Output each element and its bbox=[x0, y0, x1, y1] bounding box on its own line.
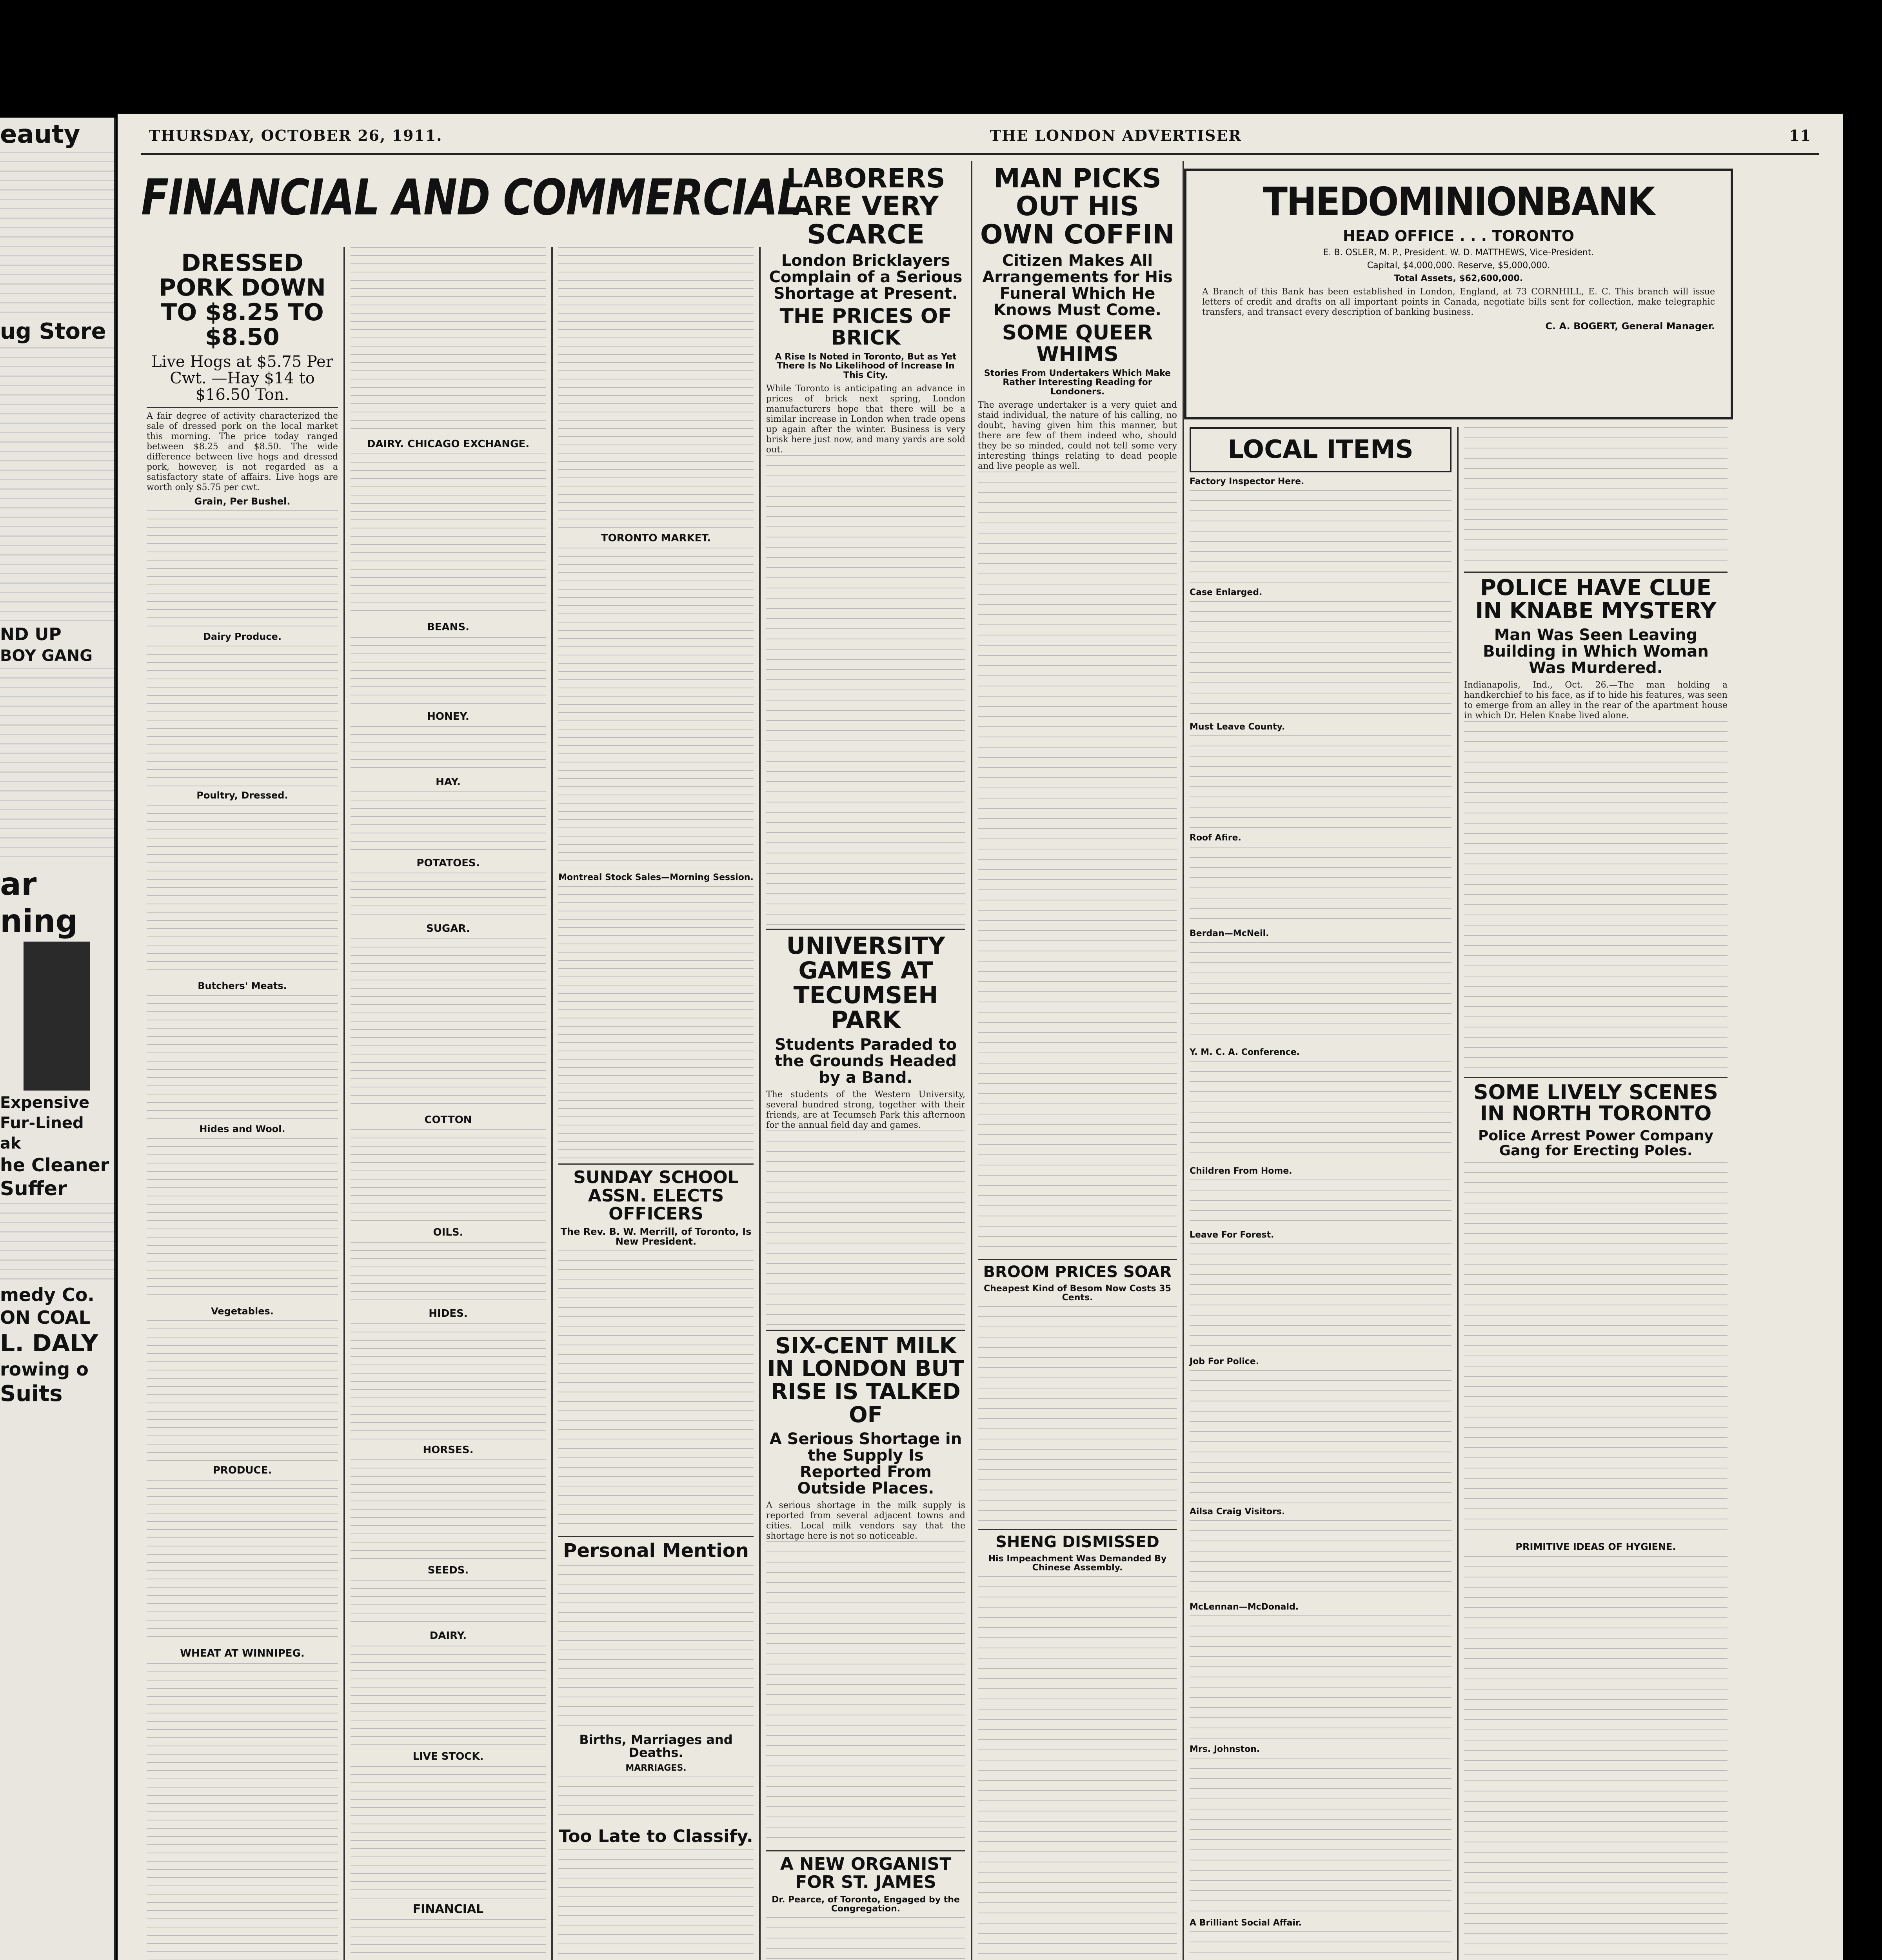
montreal-text bbox=[558, 886, 754, 1160]
bank-assets: Total Assets, $62,600,000. bbox=[1394, 274, 1523, 284]
facing-page-strip bbox=[0, 118, 116, 1960]
strip-heading: he Cleaner bbox=[0, 1154, 109, 1176]
organist-headline: A NEW ORGANIST FOR ST. JAMES bbox=[780, 1854, 952, 1893]
financial-banner bbox=[141, 169, 803, 239]
financial-heading: FINANCIAL bbox=[412, 1902, 484, 1916]
bank-body: A Branch of this Bank has been established in London, England, at 73 CORNHILL, E. C. This branch will issue letters of credit and drafts on all important points in Canada, negotiate bills sent for collection, make telegraphic transfers, and transact every description of banking business. bbox=[1202, 287, 1715, 318]
masthead-rule bbox=[141, 153, 1819, 155]
bank-manager: C. A. BOGERT, General Manager. bbox=[1545, 321, 1715, 332]
divider bbox=[978, 1259, 1177, 1260]
hay-heading: HAY. bbox=[436, 776, 461, 788]
broom-text bbox=[978, 1306, 1177, 1526]
coffin-article: The average undertaker is a very quiet and staid individual, the nature of his calling, no doubt, having given him this manner, but there are few of them indeed who, should they be so minded, could not tell some very interesting things relating to dead people and live people as well. bbox=[978, 400, 1177, 471]
strip-heading: rowing o bbox=[0, 1358, 89, 1380]
honey-heading: HONEY. bbox=[427, 710, 469, 722]
local-item-heading: Y. M. C. A. Conference. bbox=[1190, 1047, 1300, 1057]
knabe-subhead: Man Was Seen Leaving Building in Which Woman Was Murdered. bbox=[1483, 626, 1709, 677]
column-3 bbox=[553, 247, 761, 1960]
dairy2-heading: DAIRY. bbox=[429, 1630, 467, 1642]
local-item-heading: Berdan—McNeil. bbox=[1190, 928, 1269, 938]
produce-heading: PRODUCE. bbox=[213, 1465, 272, 1477]
local-item-text bbox=[1190, 490, 1451, 584]
horses-text bbox=[351, 1459, 546, 1561]
local-item-heading: Job For Police. bbox=[1190, 1356, 1259, 1367]
hygiene-text bbox=[1464, 1556, 1728, 1960]
oils-text bbox=[351, 1242, 546, 1305]
beans-text bbox=[351, 637, 546, 708]
column-1 bbox=[141, 247, 345, 1960]
local-item-heading: Factory Inspector Here. bbox=[1190, 477, 1304, 487]
newspaper-page bbox=[118, 114, 1843, 1960]
strip-heading: ak bbox=[0, 1134, 21, 1153]
toronto-market-text bbox=[558, 548, 754, 869]
strip-heading: eauty bbox=[0, 120, 80, 149]
strip-heading: ug Store bbox=[0, 319, 106, 345]
laborers-article: While Toronto is anticipating an advance in prices of brick next spring, London manufacturers hope that there will be a similar increase in London when trade opens up again after the winter. Business is very brisk here just now, and many yards are sold out. bbox=[766, 383, 965, 455]
hygiene-heading: PRIMITIVE IDEAS OF HYGIENE. bbox=[1515, 1541, 1676, 1553]
honey-text bbox=[351, 726, 546, 773]
local-item-text bbox=[1190, 1243, 1451, 1353]
divider bbox=[766, 1850, 965, 1851]
local-item-text bbox=[1190, 735, 1451, 829]
cotton-text bbox=[351, 1129, 546, 1223]
hides2-text bbox=[351, 1323, 546, 1441]
strip-text bbox=[0, 1203, 114, 1281]
potatoes-heading: POTATOES. bbox=[416, 857, 480, 869]
dairy-price-list bbox=[147, 646, 338, 787]
strip-heading: BOY GANG bbox=[0, 647, 93, 665]
livestock-heading: LIVE STOCK. bbox=[412, 1750, 484, 1762]
strip-heading: ning bbox=[0, 903, 78, 940]
church-choir-text bbox=[1464, 427, 1728, 568]
hides-heading: Hides and Wool. bbox=[199, 1123, 285, 1134]
strip-heading: Suffer bbox=[0, 1177, 67, 1200]
strip-heading: ar bbox=[0, 866, 37, 903]
milk-article-continued bbox=[766, 1541, 965, 1847]
oils-heading: OILS. bbox=[433, 1227, 463, 1239]
local-item-text bbox=[1190, 1931, 1451, 1960]
divider bbox=[766, 1330, 965, 1331]
local-item-heading: Ailsa Craig Visitors. bbox=[1190, 1507, 1285, 1517]
local-item-text bbox=[1190, 942, 1451, 1044]
queer-whims-headline: SOME QUEER WHIMS bbox=[1002, 321, 1153, 366]
issue-date: THURSDAY, OCTOBER 26, 1911. bbox=[149, 126, 443, 144]
bank-capital: Capital, $4,000,000. Reserve, $5,000,000. bbox=[1367, 260, 1550, 270]
knabe-headline: POLICE HAVE CLUE IN KNABE MYSTERY bbox=[1475, 575, 1717, 624]
column-2 bbox=[345, 247, 553, 1960]
knabe-article: Indianapolis, Ind., Oct. 26.—The man holding a handkerchief to his face, as if to hide his features, was seen to emerge from an alley in the rear of the apartment house in which Dr. Helen Knabe lived alone. bbox=[1464, 680, 1728, 720]
butchers-price-list bbox=[147, 995, 338, 1120]
seeds-text bbox=[351, 1580, 546, 1627]
local-item-heading: A Brilliant Social Affair. bbox=[1190, 1918, 1302, 1928]
sheng-text bbox=[978, 1576, 1177, 1960]
horses-heading: HORSES. bbox=[423, 1444, 474, 1456]
local-item-text bbox=[1190, 1370, 1451, 1503]
local-item-heading: Children From Home. bbox=[1190, 1166, 1292, 1176]
divider bbox=[558, 1163, 754, 1165]
coffin-deck: Stories From Undertakers Which Make Rather Interesting Reading for Londoners. bbox=[984, 368, 1171, 397]
university-article: The students of the Western University, several hundred strong, together with their friends, are at Tecumseh Park this afternoon for the annual field day and games. bbox=[766, 1089, 965, 1130]
dairy2-text bbox=[351, 1646, 546, 1748]
divider bbox=[766, 929, 965, 930]
stock-table bbox=[351, 1919, 546, 1960]
dairy-heading: Dairy Produce. bbox=[203, 631, 282, 642]
sugar-heading: SUGAR. bbox=[426, 923, 470, 935]
strip-illustration bbox=[24, 942, 90, 1091]
beans-heading: BEANS. bbox=[427, 621, 470, 633]
strip-heading: Fur-Lined bbox=[0, 1114, 84, 1132]
column-4 bbox=[761, 161, 972, 1960]
column-6 bbox=[1184, 427, 1459, 1960]
local-item-text bbox=[1190, 1061, 1451, 1163]
produce-text bbox=[147, 1480, 338, 1644]
laborers-subhead: London Bricklayers Complain of a Serious Shortage at Present. bbox=[769, 252, 963, 303]
pork-headline: DRESSED PORK DOWN TO $8.25 TO $8.50 bbox=[159, 249, 326, 351]
too-late-heading: Too Late to Classify. bbox=[559, 1826, 753, 1846]
column-5 bbox=[972, 161, 1184, 1960]
new-york-stocks-table bbox=[558, 247, 754, 529]
organist-subhead: Dr. Pearce, of Toronto, Engaged by the Congregation. bbox=[772, 1895, 960, 1914]
financial-banner-title: FINANCIAL AND COMMERCIAL bbox=[141, 169, 803, 226]
university-subhead: Students Paraded to the Grounds Headed by a Band. bbox=[774, 1035, 957, 1087]
strip-heading: Suits bbox=[0, 1381, 63, 1406]
milk-headline: SIX-CENT MILK IN LONDON BUT RISE IS TALKED OF bbox=[767, 1333, 965, 1428]
brick-prices-headline: THE PRICES OF BRICK bbox=[779, 305, 952, 350]
north-toronto-subhead: Police Arrest Power Company Gang for Erecting Poles. bbox=[1478, 1127, 1713, 1159]
strip-heading: L. DALY bbox=[0, 1329, 98, 1357]
strip-heading: medy Co. bbox=[0, 1284, 94, 1305]
paper-title: THE LONDON ADVERTISER bbox=[990, 126, 1242, 144]
hides2-heading: HIDES. bbox=[429, 1308, 468, 1320]
hay-text bbox=[351, 791, 546, 854]
seeds-heading: SEEDS. bbox=[427, 1564, 469, 1576]
dominion-bank-ad bbox=[1184, 169, 1733, 419]
local-item-text bbox=[1190, 1615, 1451, 1741]
milk-article: A serious shortage in the milk supply is reported from several adjacent towns and cities. Local milk vendors say that the shortage here is not so noticeable. bbox=[766, 1500, 965, 1541]
divider bbox=[1464, 1077, 1728, 1078]
strip-text bbox=[0, 347, 114, 622]
chicago-table bbox=[351, 454, 546, 618]
broom-subhead: Cheapest Kind of Besom Now Costs 35 Cents. bbox=[984, 1283, 1171, 1303]
sunday-school-headline: SUNDAY SCHOOL ASSN. ELECTS OFFICERS bbox=[573, 1167, 739, 1224]
poultry-heading: Poultry, Dressed. bbox=[196, 790, 288, 801]
winnipeg-text bbox=[147, 1663, 338, 1960]
classified-ads bbox=[558, 1849, 754, 1960]
hog-market-text bbox=[351, 247, 546, 435]
marriages-text bbox=[558, 1777, 754, 1824]
winnipeg-heading: WHEAT AT WINNIPEG. bbox=[180, 1648, 305, 1660]
laborers-article-continued bbox=[766, 455, 965, 926]
pork-subhead: Live Hogs at $5.75 Per Cwt. —Hay $14 to $16.50 Ton. bbox=[151, 353, 333, 404]
marriages-heading: MARRIAGES. bbox=[625, 1763, 687, 1773]
local-item-text bbox=[1190, 1180, 1451, 1227]
divider bbox=[147, 407, 338, 408]
sunday-school-subhead: The Rev. B. W. Merrill, of Toronto, Is New President. bbox=[560, 1226, 752, 1247]
strip-text bbox=[0, 152, 114, 316]
local-item-text bbox=[1190, 847, 1451, 925]
university-headline: UNIVERSITY GAMES AT TECUMSEH PARK bbox=[786, 932, 945, 1034]
laborers-headline: LABORERS ARE VERY SCARCE bbox=[786, 163, 945, 250]
strip-heading: Expensive bbox=[0, 1094, 90, 1112]
organist-text bbox=[766, 1917, 965, 1960]
north-toronto-text bbox=[1464, 1162, 1728, 1538]
laborers-deck: A Rise Is Noted in Toronto, But as Yet There Is No Likelihood of Increase In This City. bbox=[775, 352, 957, 380]
sunday-school-text bbox=[558, 1250, 754, 1533]
local-item-text bbox=[1190, 1758, 1451, 1915]
local-item-text bbox=[1190, 601, 1451, 719]
strip-text bbox=[0, 668, 114, 864]
divider bbox=[558, 1536, 754, 1537]
vegetables-price-list bbox=[147, 1320, 338, 1461]
north-toronto-headline: SOME LIVELY SCENES IN NORTH TORONTO bbox=[1473, 1080, 1718, 1126]
sheng-subhead: His Impeachment Was Demanded By Chinese Assembly. bbox=[988, 1553, 1167, 1573]
local-item-heading: Must Leave County. bbox=[1190, 722, 1285, 732]
milk-subhead: A Serious Shortage in the Supply Is Reported From Outside Places. bbox=[769, 1430, 962, 1497]
dairy-chicago-heading: DAIRY. CHICAGO EXCHANGE. bbox=[367, 438, 530, 450]
bank-officers: E. B. OSLER, M. P., President. W. D. MATTHEWS, Vice-President. bbox=[1323, 247, 1594, 258]
local-item-text bbox=[1190, 1520, 1451, 1599]
bank-name: THEDOMINIONBANK bbox=[1263, 179, 1654, 225]
column-7 bbox=[1459, 427, 1733, 1960]
coffin-headline: MAN PICKS OUT HIS OWN COFFIN bbox=[980, 163, 1175, 250]
knabe-article-continued bbox=[1464, 721, 1728, 1074]
pork-article: A fair degree of activity characterized the sale of dressed pork on the local market this morning. The price today ranged between $8.25 and $8.50. The wide difference between live hogs and dressed pork, however, is not regarded as a satisfactory state of affairs. Live hogs are worth only $5.75 per cwt. bbox=[147, 411, 338, 492]
coffin-subhead: Citizen Makes All Arrangements for His Funeral Which He Knows Must Come. bbox=[982, 252, 1173, 319]
local-item-heading: Roof Afire. bbox=[1190, 833, 1241, 843]
broom-headline: BROOM PRICES SOAR bbox=[983, 1263, 1172, 1281]
grain-price-list bbox=[147, 510, 338, 628]
divider bbox=[1464, 572, 1728, 573]
university-article-continued bbox=[766, 1131, 965, 1327]
strip-heading: ND UP bbox=[0, 624, 62, 644]
montreal-heading: Montreal Stock Sales—Morning Session. bbox=[558, 873, 754, 883]
local-items-box bbox=[1190, 427, 1451, 472]
potatoes-text bbox=[351, 873, 546, 920]
local-item-heading: Mrs. Johnston. bbox=[1190, 1744, 1260, 1755]
masthead bbox=[149, 122, 1811, 149]
livestock-text bbox=[351, 1766, 546, 1899]
strip-heading: ON COAL bbox=[0, 1307, 91, 1328]
local-item-heading: McLennan—McDonald. bbox=[1190, 1602, 1299, 1612]
hides-price-list bbox=[147, 1138, 338, 1303]
coffin-article-continued bbox=[978, 472, 1177, 1256]
toronto-market-heading: TORONTO MARKET. bbox=[601, 532, 711, 544]
personal-mention-text bbox=[558, 1565, 754, 1730]
sheng-headline: SHENG DISMISSED bbox=[995, 1533, 1159, 1551]
bank-head-office: HEAD OFFICE . . . TORONTO bbox=[1342, 227, 1575, 245]
poultry-price-list bbox=[147, 805, 338, 977]
personal-mention-heading: Personal Mention bbox=[563, 1540, 749, 1562]
butchers-heading: Butchers' Meats. bbox=[198, 980, 287, 991]
divider bbox=[978, 1529, 1177, 1530]
sugar-text bbox=[351, 938, 546, 1111]
cotton-heading: COTTON bbox=[424, 1114, 472, 1126]
page-number: 11 bbox=[1789, 126, 1811, 144]
local-item-heading: Leave For Forest. bbox=[1190, 1230, 1274, 1240]
local-items-heading: LOCAL ITEMS bbox=[1228, 435, 1413, 464]
local-item-heading: Case Enlarged. bbox=[1190, 588, 1263, 598]
grain-heading: Grain, Per Bushel. bbox=[194, 496, 291, 507]
vegetables-heading: Vegetables. bbox=[211, 1305, 274, 1317]
births-heading: Births, Marriages and Deaths. bbox=[579, 1732, 733, 1760]
